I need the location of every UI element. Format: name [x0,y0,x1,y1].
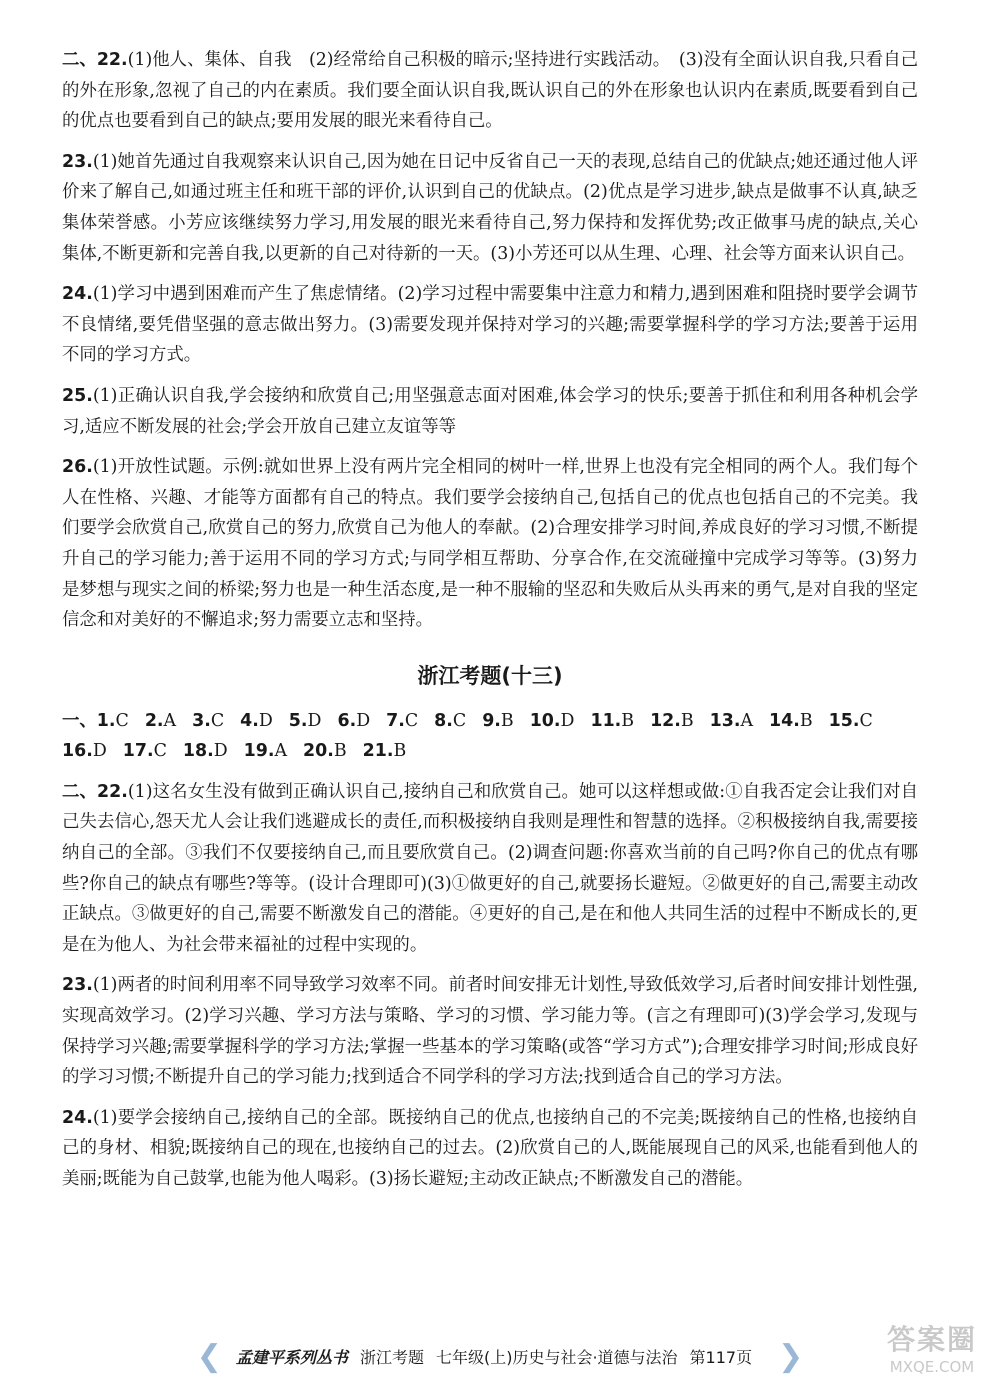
choice-answer [337,706,370,737]
answer-paragraph [62,381,918,442]
choice-answer [710,706,753,737]
question-number: 二、22. [62,50,128,70]
choice-letter: A [163,710,177,731]
choice-number: 2. [144,710,164,731]
choice-answer [829,706,873,737]
question-number: 24. [62,284,93,305]
choice-answer [145,706,176,737]
answer-page [62,45,918,1205]
answer-paragraph [62,777,918,961]
choice-answer [289,706,322,737]
answer-text: (1)两者的时间利用率不同导致学习效率不同。前者时间安排无计划性,导致低效学习,后者时间安排计划性强,实现高效学习。(2)学习兴趣、学习方法与策略、学习的习惯、学习能力等。(言之有理即可)(3)学会学习,发现与保持学习兴趣;需要掌握科学的学习方法;掌握一些基本的学习策略(或答“学习方式”);合理安排学习时间;形成良好的学习习惯;不断提升自己的学习能力;找到适合不同学科的学习方法;找到适合自己的学习方法。 [62,975,918,1088]
choice-answer [183,736,228,767]
page-footer [0,1336,1000,1376]
answer-text: (1)这名女生没有做到正确认识自己,接纳自己和欣赏自己。她可以这样想或做:①自我否定会让我们对自己失去信心,怨天尤人会让我们逃避成长的责任,而积极接纳自我则是理性和智慧的选择。②积极接纳自我,需要接纳自己的全部。③我们不仅要接纳自己,而且要欣赏自己。(2)调查问题:你喜欢当前的自己吗?你自己的优点有哪些?你自己的缺点有哪些?等等。(设计合理即可)(3)①做更好的自己,就要扬长避短。②做更好的自己,需要主动改正缺点。③做更好的自己,需要不断激发自己的潜能。④更好的自己,是在和他人共同生活的过程中不断成长的,更是在为他人、为社会带来福祉的过程中实现的。 [62,781,918,955]
choice-letter: C [210,710,225,731]
choice-number: 13. [709,710,741,731]
choice-number: 11. [590,710,622,731]
answer-text: (1)开放性试题。示例:就如世界上没有两片完全相同的树叶一样,世界上也没有完全相同的两个人。我们每个人在性格、兴趣、才能等方面都有自己的特点。我们要学会接纳自己,包括自己的优点也包括自己的不完美。我们要学会欣赏自己,欣赏自己的努力,欣赏自己为他人的奉献。(2)合理安排学习时间,养成良好的学习习惯,不断提升自己的学习能力;善于运用不同的学习方式;与同学相互帮助、分享合作,在交流碰撞中完成学习等等。(3)努力是梦想与现实之间的桥梁;努力也是一种生活态度,是一种不服输的坚忍和失败后从头再来的勇气,是对自我的坚定信念和对美好的不懈追求;努力需要立志和坚持。 [62,457,918,631]
choice-letter: B [500,710,514,731]
choice-number: 8. [434,710,453,731]
chevron-right-icon: ❯ [778,1338,804,1374]
choice-number: 10. [529,710,561,731]
choice-answer [240,706,273,737]
choice-answer [482,706,514,737]
choice-letter: D [307,710,322,731]
choice-number: 20. [303,741,334,762]
choice-number: 14. [769,710,800,731]
choice-answer [530,706,575,737]
choice-number: 16. [62,741,93,762]
page-number: 第117页 [689,1347,753,1367]
choice-number: 19. [243,741,275,762]
watermark-logo [882,1318,982,1384]
watermark-title: 答案圈 [886,1323,977,1356]
answer-text: (1)正确认识自我,学会接纳和欣赏自己;用坚强意志面对困难,体会学习的快乐;要善于抓住和利用各种机会学习,适应不断发展的社会;学会开放自己建立友谊等等 [62,385,918,437]
choice-letter: C [404,710,419,731]
question-number: 24. [62,1107,93,1128]
choice-answer [590,706,634,737]
section-title: 浙江考题(十三) [417,663,563,688]
choice-number: 一、1. [62,710,116,731]
choice-number: 6. [337,710,357,731]
answer-paragraph [62,970,918,1092]
choice-letter: A [274,741,288,762]
choice-number: 3. [192,710,211,731]
answer-text: (1)他人、集体、自我 (2)经常给自己积极的暗示;坚持进行实践活动。 (3)没有全面认识自我,只看自己的外在形象,忽视了自己的内在素质。我们要全面认识自我,既认识自己的外在形象也认识内在素质,既要看到自己的优点也要看到自己的缺点;要用发展的眼光来看待自己。 [62,50,918,132]
choice-number: 5. [288,710,308,731]
choice-letter: B [680,710,694,731]
choice-letter: C [452,710,467,731]
answer-paragraph [62,279,918,371]
question-number: 23. [62,975,93,996]
choice-letter: C [115,710,129,731]
choice-letter: D [92,741,107,762]
choice-letter: C [153,741,167,762]
choice-letter: D [560,710,575,731]
book-name: 浙江考题 [359,1347,424,1367]
answer-paragraph [62,147,918,269]
chevron-left-icon: ❮ [196,1338,222,1374]
choice-answer [244,736,287,767]
question-number: 23. [62,151,93,172]
choice-number: 21. [362,741,394,762]
choice-number: 12. [650,710,681,731]
question-number: 26. [62,457,93,478]
question-number: 二、22. [62,781,128,802]
multiple-choice-answers [62,706,918,767]
choice-number: 4. [240,710,259,731]
answer-paragraph [62,452,918,636]
choice-letter: D [213,741,228,762]
answer-text: (1)她首先通过自我观察来认识自己,因为她在日记中反省自己一天的表现,总结自己的优缺点;她还通过他人评价来了解自己,如通过班主任和班干部的评价,认识到自己的优缺点。(2)优点是学习进步,缺点是做事不认真,缺乏集体荣誉感。小芳应该继续努力学习,用发展的眼光来看待自己,努力保持和发挥优势;改正做事马虎的缺点,关心集体,不断更新和完善自我,以更新的自己对待新的一天。(3)小芳还可以从生理、心理、社会等方面来认识自己。 [62,151,918,264]
choice-letter: B [333,741,347,762]
choice-answer [769,706,813,737]
choice-number: 17. [122,741,154,762]
answer-text: (1)学习中遇到困难而产生了焦虑情绪。(2)学习过程中需要集中注意力和精力,遇到困难和阻挠时要学会调节不良情绪,要凭借坚强的意志做出努力。(3)需要发现并保持对学习的兴趣;需要掌握科学的学习方法;要善于运用不同的学习方式。 [62,284,918,366]
choice-letter: A [740,710,754,731]
choice-answer [303,736,347,767]
choice-answer [192,706,224,737]
choice-answer [123,736,167,767]
choice-answer [62,736,107,767]
choice-number: 15. [828,710,860,731]
choice-letter: D [258,710,273,731]
choice-letter: B [621,710,635,731]
choice-answer [363,736,407,767]
choice-letter: D [356,710,371,731]
grade-subject: 七年级(上)历史与社会·道德与法治 [435,1347,678,1367]
choice-letter: C [859,710,873,731]
answer-block-2 [62,777,918,1195]
question-number: 25. [62,385,93,406]
answer-block-1 [62,45,918,636]
choice-answer [650,706,694,737]
choice-number: 7. [386,710,405,731]
answer-text: (1)要学会接纳自己,接纳自己的全部。既接纳自己的优点,也接纳自己的不完美;既接纳自己的性格,也接纳自己的身材、相貌;既接纳自己的现在,也接纳自己的过去。(2)欣赏自己的人,既能展现自己的风采,也能看到他人的美丽;既能为自己鼓掌,也能为他人喝彩。(3)扬长避短;主动改正缺点;不断激发自己的潜能。 [62,1107,918,1189]
answer-paragraph [62,1103,918,1195]
choice-letter: B [799,710,813,731]
answer-paragraph [62,45,918,137]
choice-answer [386,706,418,737]
series-name: 孟建平系列丛书 [235,1347,348,1367]
watermark-url: MXQE.COM [889,1358,975,1376]
choice-answer [434,706,466,737]
choice-answer [62,706,129,737]
choice-number: 18. [182,741,214,762]
choice-number: 9. [482,710,501,731]
choice-letter: B [393,741,407,762]
